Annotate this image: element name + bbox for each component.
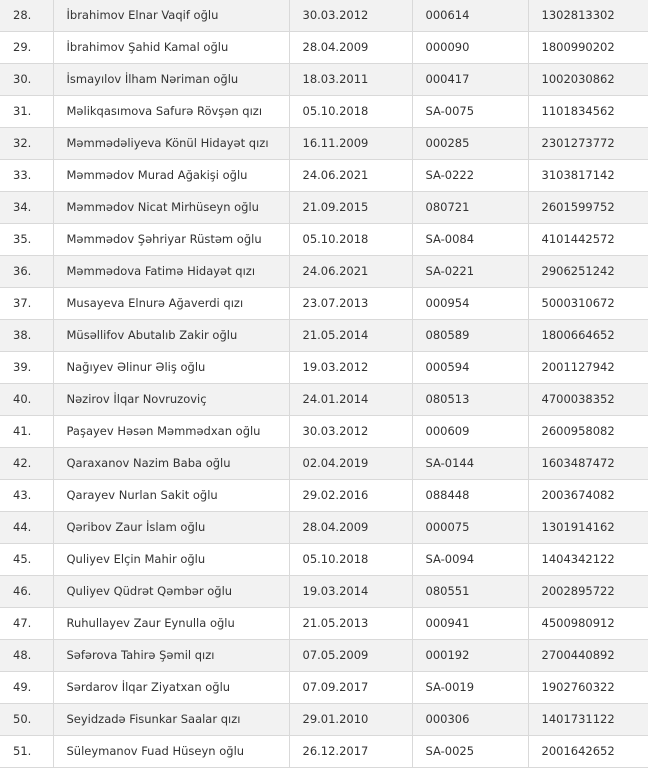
- date-cell: 05.10.2018: [289, 96, 412, 128]
- date-cell: 29.01.2010: [289, 704, 412, 736]
- date-cell: 02.04.2019: [289, 448, 412, 480]
- date-cell: 30.03.2012: [289, 416, 412, 448]
- id-number-cell: 2601599752: [528, 192, 648, 224]
- date-cell: 28.04.2009: [289, 512, 412, 544]
- id-number-cell: 1800990202: [528, 32, 648, 64]
- full-name-cell: Seyidzadə Fisunkar Saalar qızı: [53, 704, 289, 736]
- full-name-cell: Sərdarov İlqar Ziyatxan oğlu: [53, 672, 289, 704]
- full-name-cell: Nağıyev Əlinur Əliş oğlu: [53, 352, 289, 384]
- table-row: [0, 64, 648, 96]
- certificate-code-cell: 000306: [412, 704, 528, 736]
- date-cell: 05.10.2018: [289, 224, 412, 256]
- full-name-cell: Qəribov Zaur İslam oğlu: [53, 512, 289, 544]
- full-name-cell: Musayeva Elnurə Ağaverdi qızı: [53, 288, 289, 320]
- full-name-cell: Quliyev Qüdrət Qəmbər oğlu: [53, 576, 289, 608]
- id-number-cell: 4101442572: [528, 224, 648, 256]
- table-row: [0, 288, 648, 320]
- id-number-cell: 1800664652: [528, 320, 648, 352]
- certificate-code-cell: 000614: [412, 0, 528, 32]
- certificate-code-cell: 000417: [412, 64, 528, 96]
- id-number-cell: 1902760322: [528, 672, 648, 704]
- id-number-cell: 1302813302: [528, 0, 648, 32]
- row-number-cell: 50.: [0, 704, 53, 736]
- table-row: [0, 576, 648, 608]
- row-number-cell: 33.: [0, 160, 53, 192]
- row-number-cell: 40.: [0, 384, 53, 416]
- row-number-cell: 44.: [0, 512, 53, 544]
- table-row: [0, 32, 648, 64]
- date-cell: 07.05.2009: [289, 640, 412, 672]
- row-number-cell: 28.: [0, 0, 53, 32]
- row-number-cell: 30.: [0, 64, 53, 96]
- id-number-cell: 5000310672: [528, 288, 648, 320]
- row-number-cell: 39.: [0, 352, 53, 384]
- id-number-cell: 2001127942: [528, 352, 648, 384]
- row-number-cell: 29.: [0, 32, 53, 64]
- date-cell: 18.03.2011: [289, 64, 412, 96]
- full-name-cell: Qarayev Nurlan Sakit oğlu: [53, 480, 289, 512]
- table-row: [0, 448, 648, 480]
- row-number-cell: 36.: [0, 256, 53, 288]
- full-name-cell: Quliyev Elçin Mahir oğlu: [53, 544, 289, 576]
- row-number-cell: 46.: [0, 576, 53, 608]
- full-name-cell: Qaraxanov Nazim Baba oğlu: [53, 448, 289, 480]
- table-row: [0, 416, 648, 448]
- date-cell: 26.12.2017: [289, 736, 412, 768]
- table-row: [0, 192, 648, 224]
- full-name-cell: İsmayılov İlham Nəriman oğlu: [53, 64, 289, 96]
- certificate-code-cell: 080589: [412, 320, 528, 352]
- full-name-cell: Məmmədəliyeva Könül Hidayət qızı: [53, 128, 289, 160]
- table-row: [0, 512, 648, 544]
- date-cell: 07.09.2017: [289, 672, 412, 704]
- full-name-cell: Məmmədov Murad Ağakişi oğlu: [53, 160, 289, 192]
- id-number-cell: 2003674082: [528, 480, 648, 512]
- certificate-code-cell: 000609: [412, 416, 528, 448]
- certificate-code-cell: 000594: [412, 352, 528, 384]
- date-cell: 21.05.2013: [289, 608, 412, 640]
- row-number-cell: 43.: [0, 480, 53, 512]
- certificate-code-cell: 080721: [412, 192, 528, 224]
- date-cell: 24.06.2021: [289, 256, 412, 288]
- date-cell: 30.03.2012: [289, 0, 412, 32]
- table-row: [0, 640, 648, 672]
- certificate-code-cell: 080551: [412, 576, 528, 608]
- date-cell: 29.02.2016: [289, 480, 412, 512]
- row-number-cell: 41.: [0, 416, 53, 448]
- certificate-code-cell: SA-0019: [412, 672, 528, 704]
- id-number-cell: 1603487472: [528, 448, 648, 480]
- table-row: [0, 480, 648, 512]
- table-row: [0, 736, 648, 768]
- row-number-cell: 48.: [0, 640, 53, 672]
- id-number-cell: 4500980912: [528, 608, 648, 640]
- row-number-cell: 38.: [0, 320, 53, 352]
- table-row: [0, 544, 648, 576]
- table-row: [0, 320, 648, 352]
- certificate-code-cell: SA-0144: [412, 448, 528, 480]
- full-name-cell: İbrahimov Şahid Kamal oğlu: [53, 32, 289, 64]
- certificate-code-cell: 000954: [412, 288, 528, 320]
- date-cell: 16.11.2009: [289, 128, 412, 160]
- date-cell: 05.10.2018: [289, 544, 412, 576]
- full-name-cell: Paşayev Həsən Məmmədxan oğlu: [53, 416, 289, 448]
- table-row: [0, 704, 648, 736]
- certificate-code-cell: SA-0075: [412, 96, 528, 128]
- date-cell: 28.04.2009: [289, 32, 412, 64]
- id-number-cell: 1002030862: [528, 64, 648, 96]
- table-row: [0, 160, 648, 192]
- id-number-cell: 2002895722: [528, 576, 648, 608]
- full-name-cell: Səfərova Tahirə Şəmil qızı: [53, 640, 289, 672]
- full-name-cell: İbrahimov Elnar Vaqif oğlu: [53, 0, 289, 32]
- date-cell: 21.09.2015: [289, 192, 412, 224]
- id-number-cell: 2301273772: [528, 128, 648, 160]
- row-number-cell: 45.: [0, 544, 53, 576]
- date-cell: 24.01.2014: [289, 384, 412, 416]
- row-number-cell: 35.: [0, 224, 53, 256]
- row-number-cell: 42.: [0, 448, 53, 480]
- id-number-cell: 2906251242: [528, 256, 648, 288]
- table-row: [0, 0, 648, 32]
- certificate-code-cell: SA-0222: [412, 160, 528, 192]
- date-cell: 21.05.2014: [289, 320, 412, 352]
- full-name-cell: Məmmədova Fatimə Hidayət qızı: [53, 256, 289, 288]
- row-number-cell: 51.: [0, 736, 53, 768]
- certificate-code-cell: SA-0084: [412, 224, 528, 256]
- certificate-code-cell: SA-0025: [412, 736, 528, 768]
- row-number-cell: 34.: [0, 192, 53, 224]
- id-number-cell: 1101834562: [528, 96, 648, 128]
- row-number-cell: 31.: [0, 96, 53, 128]
- certificate-code-cell: 000075: [412, 512, 528, 544]
- date-cell: 19.03.2014: [289, 576, 412, 608]
- certificate-code-cell: SA-0221: [412, 256, 528, 288]
- table-row: [0, 672, 648, 704]
- row-number-cell: 47.: [0, 608, 53, 640]
- id-number-cell: 2700440892: [528, 640, 648, 672]
- full-name-cell: Məlikqasımova Safurə Rövşən qızı: [53, 96, 289, 128]
- certificate-code-cell: SA-0094: [412, 544, 528, 576]
- full-name-cell: Müsəllifov Abutalıb Zakir oğlu: [53, 320, 289, 352]
- id-number-cell: 2600958082: [528, 416, 648, 448]
- date-cell: 24.06.2021: [289, 160, 412, 192]
- certificate-code-cell: 000090: [412, 32, 528, 64]
- table-row: [0, 256, 648, 288]
- full-name-cell: Süleymanov Fuad Hüseyn oğlu: [53, 736, 289, 768]
- certificate-code-cell: 000285: [412, 128, 528, 160]
- table-row: [0, 128, 648, 160]
- certificate-code-cell: 088448: [412, 480, 528, 512]
- table-row: [0, 224, 648, 256]
- id-number-cell: 1301914162: [528, 512, 648, 544]
- table-row: [0, 352, 648, 384]
- row-number-cell: 32.: [0, 128, 53, 160]
- full-name-cell: Məmmədov Nicat Mirhüseyn oğlu: [53, 192, 289, 224]
- id-number-cell: 2001642652: [528, 736, 648, 768]
- certificate-code-cell: 080513: [412, 384, 528, 416]
- certificate-code-cell: 000192: [412, 640, 528, 672]
- id-number-cell: 1401731122: [528, 704, 648, 736]
- table-row: [0, 384, 648, 416]
- certificate-code-cell: 000941: [412, 608, 528, 640]
- date-cell: 23.07.2013: [289, 288, 412, 320]
- full-name-cell: Nəzirov İlqar Novruzoviç: [53, 384, 289, 416]
- full-name-cell: Ruhullayev Zaur Eynulla oğlu: [53, 608, 289, 640]
- table-row: [0, 96, 648, 128]
- id-number-cell: 3103817142: [528, 160, 648, 192]
- full-name-cell: Məmmədov Şəhriyar Rüstəm oğlu: [53, 224, 289, 256]
- date-cell: 19.03.2012: [289, 352, 412, 384]
- table-row: [0, 608, 648, 640]
- row-number-cell: 37.: [0, 288, 53, 320]
- id-number-cell: 1404342122: [528, 544, 648, 576]
- row-number-cell: 49.: [0, 672, 53, 704]
- id-number-cell: 4700038352: [528, 384, 648, 416]
